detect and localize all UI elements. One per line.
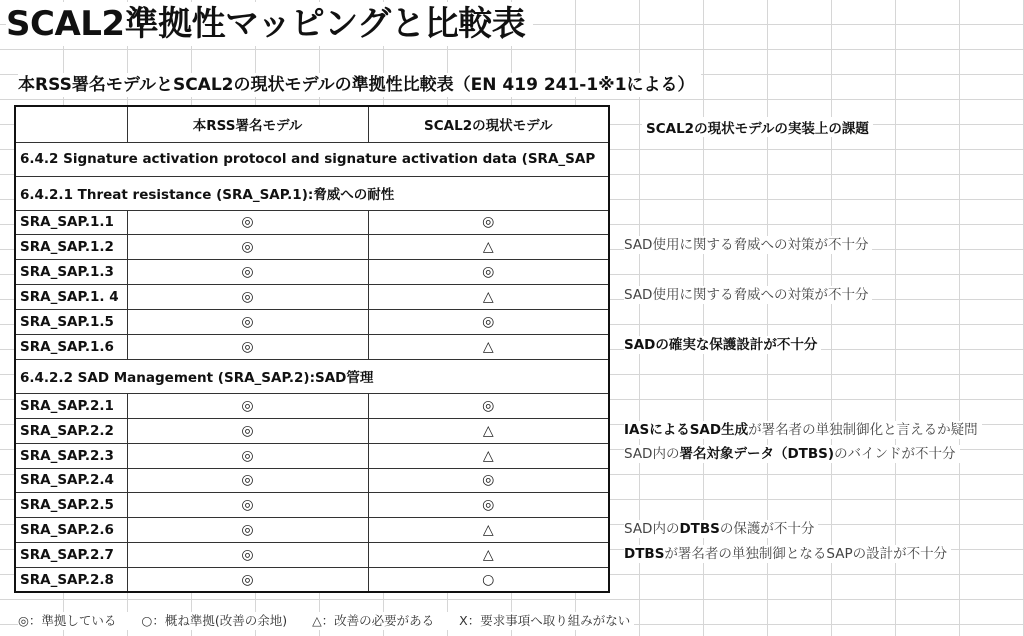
table-row — [15, 334, 609, 359]
requirement-id-cell[interactable]: SRA_SAP.2.5 — [15, 493, 127, 518]
scal2-mark-cell[interactable]: △ — [368, 443, 609, 468]
rss-mark-cell[interactable]: ◎ — [127, 443, 368, 468]
requirement-id-cell[interactable]: SRA_SAP.1.2 — [15, 235, 127, 260]
header-cell-blank[interactable] — [15, 106, 127, 142]
issue-emphasis: IASによるSAD生成 — [624, 422, 749, 438]
issue-emphasis: DTBS — [624, 546, 665, 562]
issue-sra-sap-2-2 — [624, 421, 982, 439]
scal2-mark-cell[interactable]: ◎ — [368, 468, 609, 493]
section-row-sra-sap — [15, 142, 609, 176]
scal2-mark-cell[interactable]: ◎ — [368, 310, 609, 335]
issue-sra-sap-1-2: SAD使用に関する脅威への対策が不十分 — [624, 236, 872, 254]
issue-text: SAD内の — [624, 446, 680, 462]
header-cell-rss-model[interactable]: 本RSS署名モデル — [127, 106, 368, 142]
scal2-mark-cell[interactable]: ◎ — [368, 210, 609, 235]
requirement-id-cell[interactable]: SRA_SAP.1.3 — [15, 260, 127, 285]
scal2-mark-cell[interactable]: ◎ — [368, 493, 609, 518]
page-title: SCAL2準拠性マッピングと比較表 — [6, 2, 533, 46]
rss-mark-cell[interactable]: ◎ — [127, 518, 368, 543]
requirement-id-cell[interactable]: SRA_SAP.2.2 — [15, 418, 127, 443]
scal2-mark-cell[interactable]: △ — [368, 418, 609, 443]
requirement-id-cell[interactable]: SRA_SAP.2.7 — [15, 543, 127, 568]
issue-text: が署名者の単独制御となるSAPの設計が不十分 — [664, 546, 948, 562]
requirement-id-cell[interactable]: SRA_SAP.1.6 — [15, 334, 127, 359]
rss-mark-cell[interactable]: ◎ — [127, 468, 368, 493]
table-row — [15, 468, 609, 493]
table-subtitle: 本RSS署名モデルとSCAL2の現状モデルの準拠性比較表（EN 419 241-1※1による） — [18, 73, 701, 97]
rss-mark-cell[interactable]: ◎ — [127, 210, 368, 235]
section-row-threat-resistance — [15, 176, 609, 210]
table-row — [15, 418, 609, 443]
table-row — [15, 210, 609, 235]
issue-sra-sap-2-3 — [624, 445, 960, 463]
requirement-id-cell[interactable]: SRA_SAP.2.3 — [15, 443, 127, 468]
requirement-id-cell[interactable]: SRA_SAP.2.6 — [15, 518, 127, 543]
table-row — [15, 493, 609, 518]
issue-sra-sap-2-7 — [624, 545, 951, 563]
header-row — [15, 106, 609, 142]
section-cell-6-4-2-2[interactable]: 6.4.2.2 SAD Management (SRA_SAP.2):SAD管理 — [15, 359, 609, 393]
table-row — [15, 393, 609, 418]
scal2-mark-cell[interactable]: △ — [368, 235, 609, 260]
table-row — [15, 568, 609, 593]
issue-sra-sap-2-6 — [624, 520, 818, 538]
requirement-id-cell[interactable]: SRA_SAP.1.5 — [15, 310, 127, 335]
rss-mark-cell[interactable]: ◎ — [127, 543, 368, 568]
scal2-mark-cell[interactable]: ◎ — [368, 260, 609, 285]
rss-mark-cell[interactable]: ◎ — [127, 235, 368, 260]
rss-mark-cell[interactable]: ◎ — [127, 393, 368, 418]
compliance-table — [14, 105, 610, 593]
section-row-sad-management — [15, 359, 609, 393]
requirement-id-cell[interactable]: SRA_SAP.2.8 — [15, 568, 127, 593]
issue-text: の保護が不十分 — [719, 521, 815, 537]
issue-text: SAD内の — [624, 521, 680, 537]
issue-sra-sap-1-6: SADの確実な保護設計が不十分 — [624, 336, 821, 354]
section-cell-6-4-2-1[interactable]: 6.4.2.1 Threat resistance (SRA_SAP.1):脅威への耐性 — [15, 176, 609, 210]
table-row — [15, 518, 609, 543]
rss-mark-cell[interactable]: ◎ — [127, 310, 368, 335]
requirement-id-cell[interactable]: SRA_SAP.2.4 — [15, 468, 127, 493]
table-row — [15, 543, 609, 568]
table-row — [15, 260, 609, 285]
section-cell-6-4-2[interactable]: 6.4.2 Signature activation protocol and signature activation data (SRA_SAP — [15, 142, 609, 176]
table-row — [15, 285, 609, 310]
rss-mark-cell[interactable]: ◎ — [127, 260, 368, 285]
table-row — [15, 235, 609, 260]
scal2-mark-cell[interactable]: △ — [368, 518, 609, 543]
rss-mark-cell[interactable]: ◎ — [127, 418, 368, 443]
issue-emphasis: 署名対象データ（DTBS) — [679, 446, 835, 462]
scal2-mark-cell[interactable]: ◎ — [368, 393, 609, 418]
scal2-mark-cell[interactable]: △ — [368, 334, 609, 359]
issues-column-header: SCAL2の現状モデルの実装上の課題 — [642, 117, 873, 137]
scal2-mark-cell[interactable]: ○ — [368, 568, 609, 593]
table-row — [15, 443, 609, 468]
requirement-id-cell[interactable]: SRA_SAP.1. 4 — [15, 285, 127, 310]
requirement-id-cell[interactable]: SRA_SAP.1.1 — [15, 210, 127, 235]
issue-text: が署名者の単独制御化と言えるか疑問 — [748, 422, 978, 438]
issue-emphasis: DTBS — [679, 521, 720, 537]
table-row — [15, 310, 609, 335]
rss-mark-cell[interactable]: ◎ — [127, 334, 368, 359]
rss-mark-cell[interactable]: ◎ — [127, 493, 368, 518]
issue-sra-sap-1-4: SAD使用に関する脅威への対策が不十分 — [624, 286, 872, 304]
scal2-mark-cell[interactable]: △ — [368, 285, 609, 310]
legend-note: ◎：準拠している ○：概ね準拠(改善の余地) △：改善の必要がある X：要求事項へ取り組みがない — [18, 612, 634, 630]
requirement-id-cell[interactable]: SRA_SAP.2.1 — [15, 393, 127, 418]
rss-mark-cell[interactable]: ◎ — [127, 568, 368, 593]
rss-mark-cell[interactable]: ◎ — [127, 285, 368, 310]
issue-text: のバインドが不十分 — [834, 446, 956, 462]
header-cell-scal2-model[interactable]: SCAL2の現状モデル — [368, 106, 609, 142]
scal2-mark-cell[interactable]: △ — [368, 543, 609, 568]
